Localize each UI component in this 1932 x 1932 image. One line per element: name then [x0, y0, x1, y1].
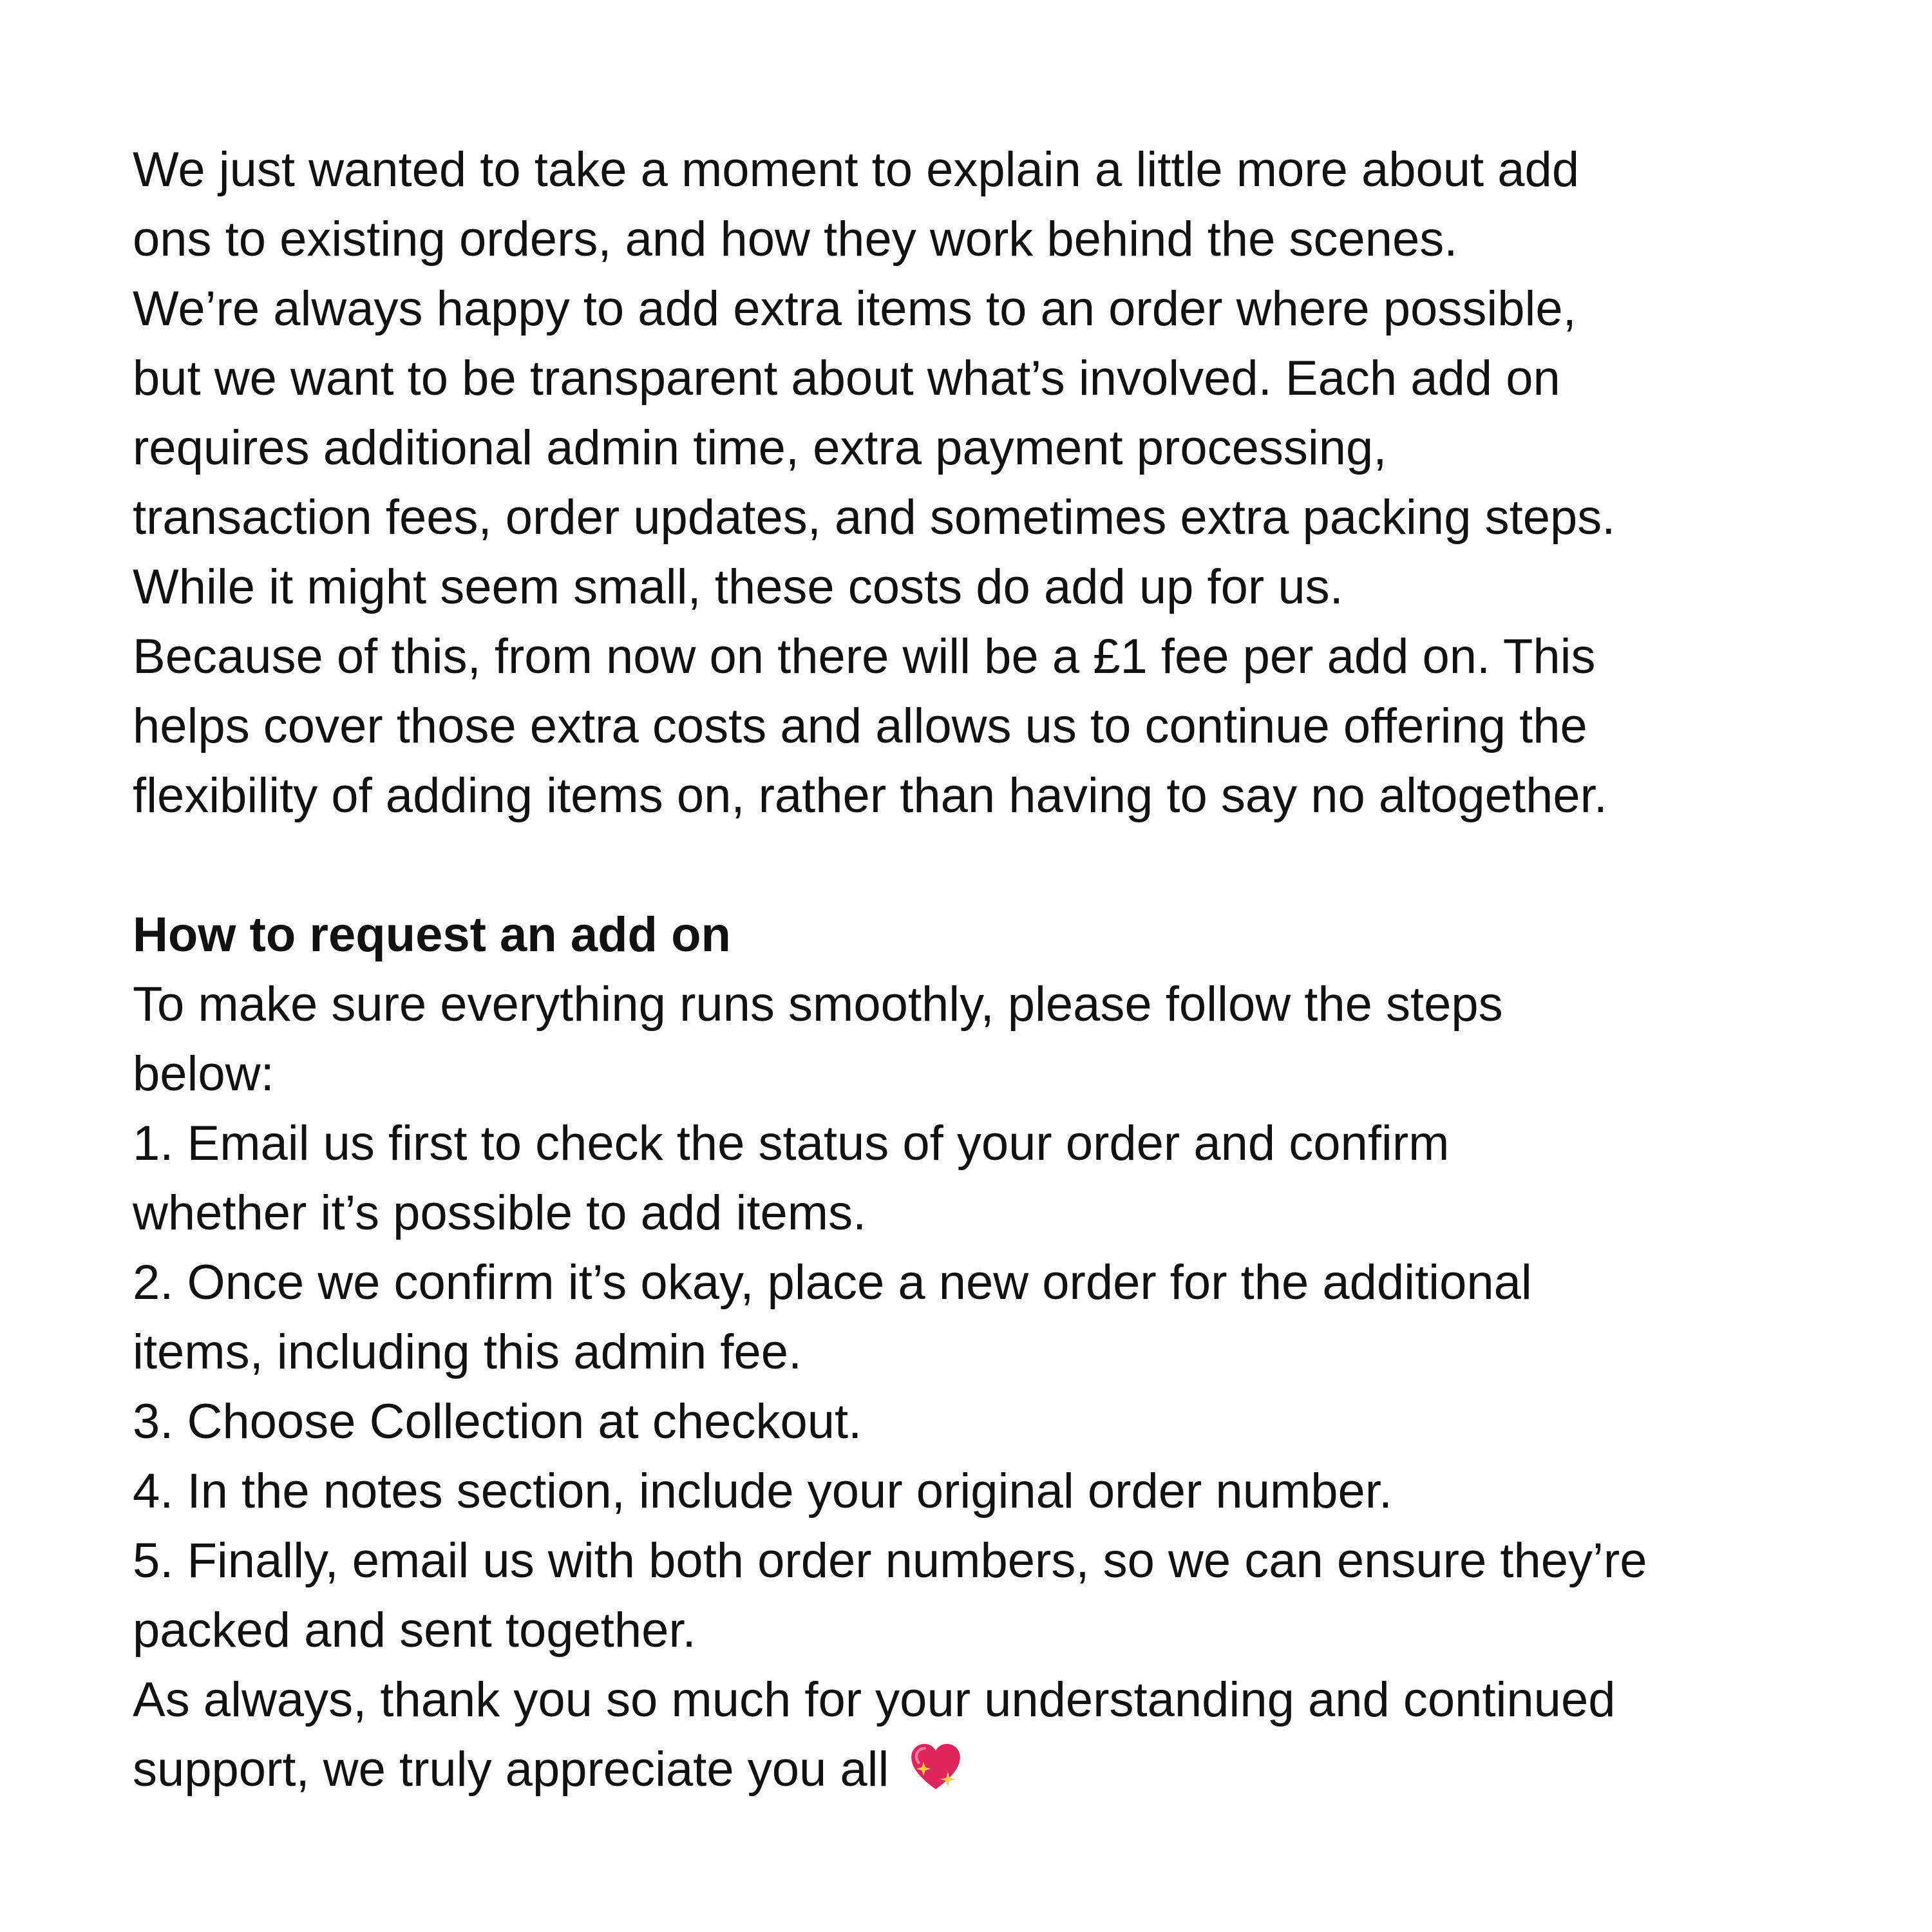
step-item: 1. Email us first to check the status of your order and confirm	[133, 1116, 1450, 1171]
paragraph-spacer	[133, 831, 1820, 900]
intro-line: We’re always happy to add extra items to an order where possible,	[133, 281, 1577, 336]
intro-line: While it might seem small, these costs do add up for us.	[133, 560, 1343, 614]
intro-line: ons to existing orders, and how they work behind the scenes.	[133, 212, 1458, 267]
add-on-notice	[133, 135, 1820, 1804]
closing-line-with-icon	[133, 1735, 1820, 1804]
step-item: whether it’s possible to add items.	[133, 1186, 867, 1240]
sparkling-heart-icon	[908, 1739, 963, 1795]
section-heading: How to request an add on	[133, 907, 731, 962]
step-item: 4. In the notes section, include your original order number.	[133, 1464, 1393, 1519]
intro-line: helps cover those extra costs and allows us to continue offering the	[133, 699, 1587, 753]
intro-line: flexibility of adding items on, rather than having to say no altogether.	[133, 768, 1607, 823]
closing-text: support, we truly appreciate you all	[133, 1742, 889, 1797]
steps-line: To make sure everything runs smoothly, please follow the steps	[133, 977, 1503, 1032]
step-item: 5. Finally, email us with both order numbers, so we can ensure they’re	[133, 1533, 1647, 1588]
step-item: 3. Choose Collection at checkout.	[133, 1394, 862, 1449]
closing-line: As always, thank you so much for your understanding and continued	[133, 1672, 1616, 1727]
intro-line: but we want to be transparent about what’s involved. Each add on	[133, 351, 1560, 406]
step-item: packed and sent together.	[133, 1603, 696, 1658]
step-item: 2. Once we confirm it’s okay, place a new order for the additional	[133, 1255, 1532, 1310]
steps-line: below:	[133, 1046, 274, 1101]
intro-line: requires additional admin time, extra payment processing,	[133, 421, 1387, 475]
step-item: items, including this admin fee.	[133, 1325, 802, 1379]
intro-line: transaction fees, order updates, and sometimes extra packing steps.	[133, 490, 1616, 545]
intro-line: Because of this, from now on there will be a £1 fee per add on. This	[133, 629, 1596, 684]
intro-line: We just wanted to take a moment to explain a little more about add	[133, 142, 1580, 197]
